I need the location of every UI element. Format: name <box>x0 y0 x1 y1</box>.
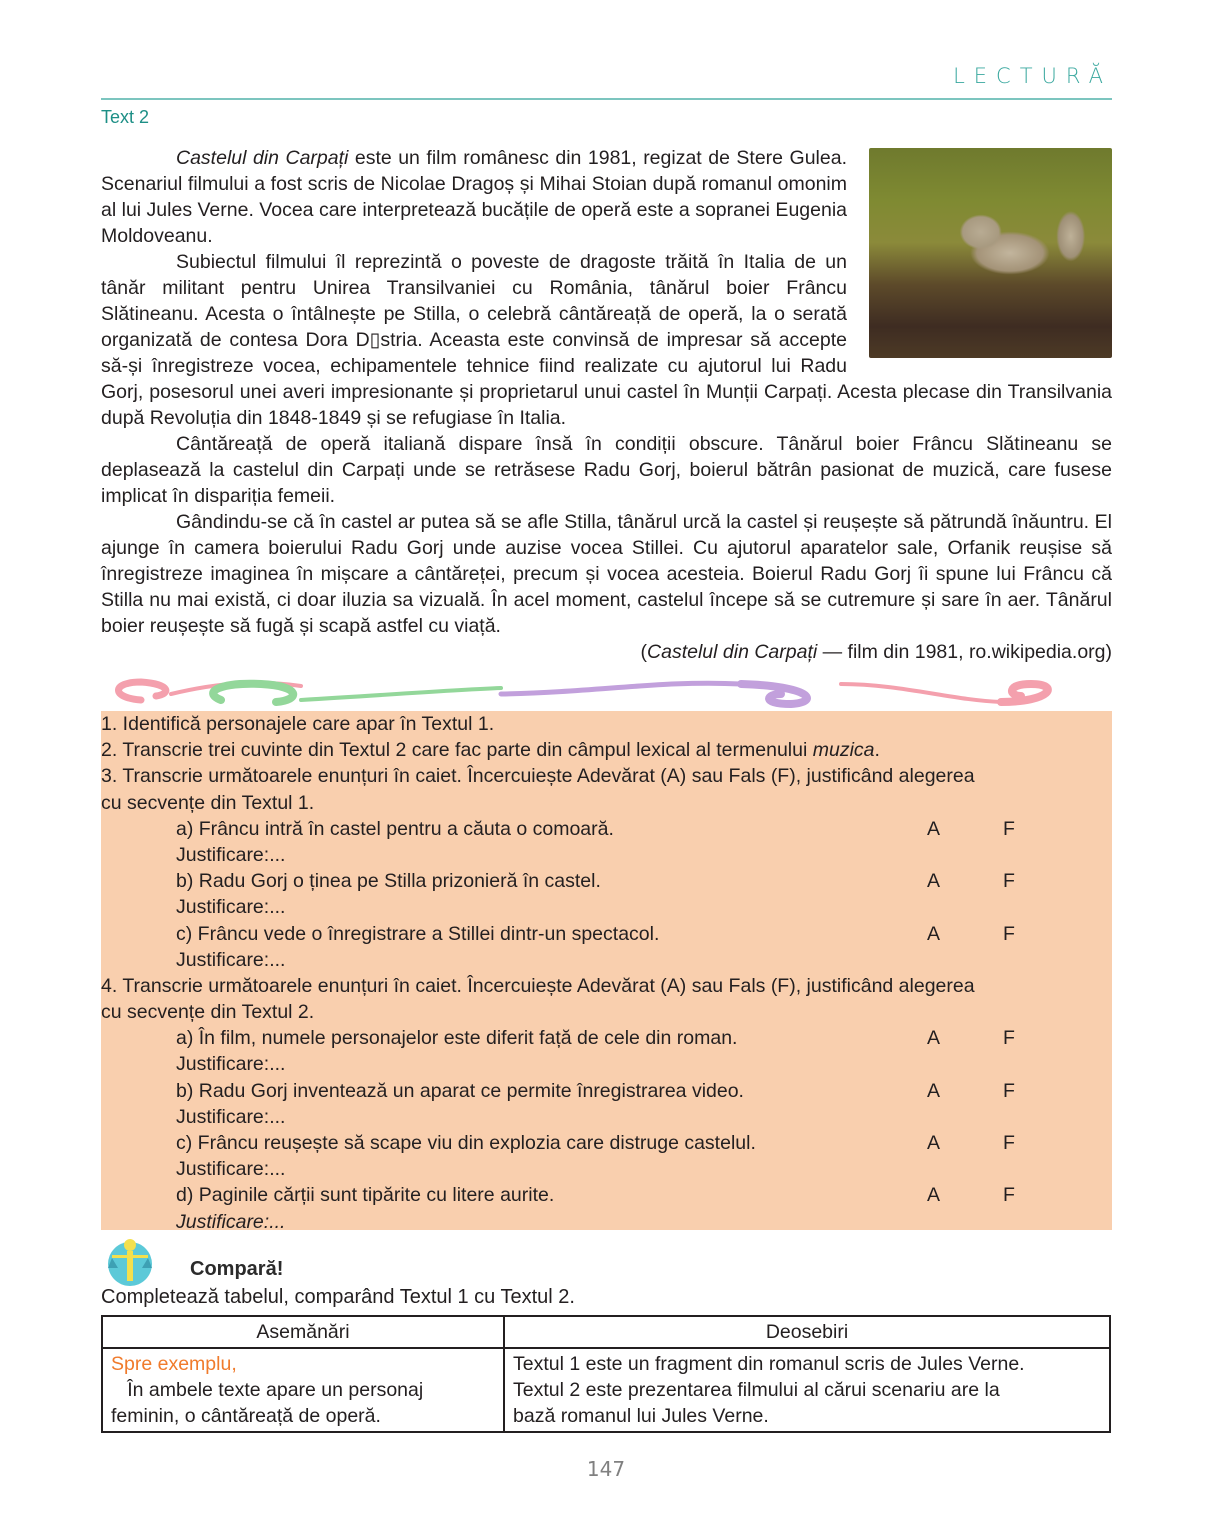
q3-item-c: c) Frâncu vede o înregistrare a Stillei dintr-un spectacol. A F <box>101 921 1112 947</box>
true-option[interactable]: A <box>927 817 941 840</box>
question-3-line-2: cu secvențe din Textul 1. <box>101 791 315 814</box>
question-3-line-1: 3. Transcrie următoarele enunțuri în caiet. Încercuiește Adevărat (A) sau Fals (F), justificând alegerea <box>101 765 975 788</box>
false-option[interactable]: F <box>1003 817 1015 840</box>
q4-item-d-justification: Justificare:... <box>176 1210 286 1233</box>
q3-item-a: a) Frâncu intră în castel pentru a căuta o comoară. A F <box>101 816 1112 842</box>
true-option[interactable]: A <box>927 1184 941 1207</box>
q4-item-d: d) Paginile cărții sunt tipărite cu litere aurite. A F <box>101 1182 1112 1208</box>
false-option[interactable]: F <box>1003 922 1015 945</box>
question-4-line-1: 4. Transcrie următoarele enunțuri în caiet. Încercuiește Adevărat (A) sau Fals (F), justificând alegerea <box>101 974 975 997</box>
differences-cell: Textul 1 este un fragment din romanul scris de Jules Verne. Textul 2 este prezentarea filmului al cărui scenariu are la bază romanul lui Jules Verne. <box>504 1348 1110 1432</box>
article-body <box>101 145 1112 665</box>
question-1: 1. Identifică personajele care apar în Textul 1. <box>101 713 495 735</box>
comparison-table <box>101 1315 1111 1433</box>
text-label: Text 2 <box>101 107 150 127</box>
q3-item-c-justification: Justificare:... <box>176 948 286 971</box>
q4-item-b-justification: Justificare:... <box>176 1105 286 1128</box>
page-number: 147 <box>586 1457 626 1481</box>
similarities-cell: Spre exemplu, În ambele texte apare un personaj feminin, o cântăreață de operă. <box>102 1348 504 1432</box>
article-paragraph-4: Gândindu-se că în castel ar putea să se afle Stilla, tânărul urcă la castel și reușește să pătrundă înăuntru. El ajunge în camera boierului Radu Gorj unde auzise vocea Stillei. Cu ajutorul aparatelor sale, Orfanik reușise să înregistreze imaginea în mișcare a cântăreței, precum și vocea acesteia. Boierul Radu Gorj îi spune lui Frâncu că Stilla nu mai există, ci doar iluzia sa vizuală. În acel moment, castelul începe să se cutremure și sare în aer. Tânărul boier reușește să fugă și scapă astfel cu viață. <box>101 511 1112 637</box>
section-title: LECTURĂ <box>953 64 1112 88</box>
false-option[interactable]: F <box>1003 1184 1015 1207</box>
q3-item-b: b) Radu Gorj o ținea pe Stilla prizonieră în castel. A F <box>101 868 1112 894</box>
q4-item-a: a) În film, numele personajelor este diferit față de cele din roman. A F <box>101 1025 1112 1051</box>
false-option[interactable]: F <box>1003 1132 1015 1154</box>
article-paragraph-1: Castelul din Carpați este un film românesc din 1981, regizat de Stere Gulea. Scenariul filmului a fost scris de Nicolae Dragoș și Mihai Stoian după romanul omonim al lui Jules Verne. Vocea care interpretează bucățile de operă este a sopranei Eugenia Moldoveanu. <box>101 147 847 247</box>
decorative-swirl-divider <box>101 672 1112 712</box>
true-option[interactable]: A <box>927 1132 941 1154</box>
compare-title: Compară! <box>190 1258 284 1280</box>
true-option[interactable]: A <box>927 1079 941 1102</box>
article-paragraph-3: Cântăreață de operă italiană dispare însă în condiții obscure. Tânărul boier Frâncu Slătineanu se deplasează la castelul din Carpați unde se retrăsese Radu Gorj, boierul bătrân pasionat de muzică, care fusese implicat în dispariția femeii. <box>101 433 1112 507</box>
citation: (Castelul din Carpați — film din 1981, ro.wikipedia.org) <box>640 641 1112 663</box>
q4-item-a-justification: Justificare:... <box>176 1053 286 1076</box>
castle-ruins-photo <box>869 148 1112 358</box>
header-divider <box>101 98 1112 100</box>
q3-item-a-justification: Justificare:... <box>176 843 286 866</box>
film-title: Castelul din Carpați <box>176 147 349 169</box>
compare-instruction: Completează tabelul, comparând Textul 1 cu Textul 2. <box>101 1286 575 1308</box>
question-4-line-2: cu secvențe din Textul 2. <box>101 1001 315 1024</box>
false-option[interactable]: F <box>1003 870 1015 893</box>
column-header-differences: Deosebiri <box>504 1316 1110 1348</box>
balance-scale-person-icon <box>104 1236 156 1288</box>
question-2: 2. Transcrie trei cuvinte din Textul 2 care fac parte din câmpul lexical al termenului muzica. <box>101 739 880 762</box>
false-option[interactable]: F <box>1003 1079 1015 1102</box>
true-option[interactable]: A <box>927 870 941 893</box>
q4-item-c: c) Frâncu reușește să scape viu din explozia care distruge castelul. A F <box>101 1130 1112 1156</box>
column-header-similarities: Asemănări <box>102 1316 504 1348</box>
q4-item-c-justification: Justificare:... <box>176 1158 286 1181</box>
q4-item-b: b) Radu Gorj inventează un aparat ce permite înregistrarea video. A F <box>101 1078 1112 1104</box>
article-paragraph-2: Subiectul filmului îl reprezintă o poveste de dragoste trăită în Italia de un tânăr militant pentru Unirea Transilvaniei cu România, tânărul boier Frâncu Slătineanu. Acesta o întâlnește pe Stilla, o celebră cântăreață de operă, la o serată organizată de contesa Dora D▯stria. Aceasta este convinsă de impresar să accepte să-și înregistreze vocea, echipamentele tehnice fiind realizate cu ajutorul lui Radu Gorj, posesorul unei averi impresionante și proprietarul unui castel în Munții Carpați. Acesta plecase din Transilvania după Revoluția din 1848-1849 și se refugiase în Italia. <box>101 251 1112 429</box>
example-label: Spre exemplu, <box>111 1353 237 1375</box>
exercises-box <box>101 711 1112 1233</box>
false-option[interactable]: F <box>1003 1027 1015 1050</box>
true-option[interactable]: A <box>927 922 941 945</box>
q3-item-b-justification: Justificare:... <box>176 896 286 919</box>
true-option[interactable]: A <box>927 1027 941 1050</box>
